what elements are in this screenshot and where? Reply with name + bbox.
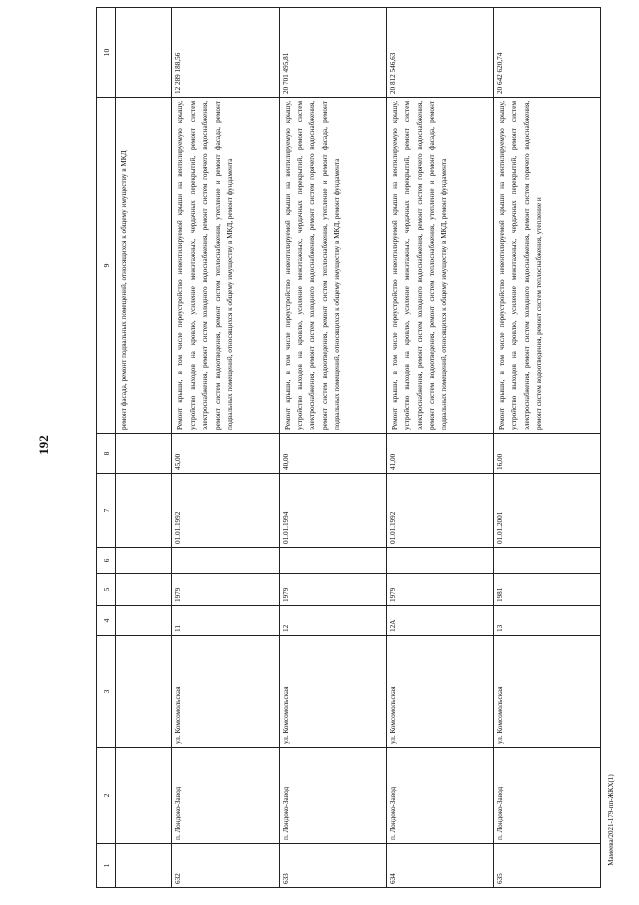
settlement-cell: п. Лондоко-Завод [279, 748, 386, 844]
table-row [493, 8, 600, 888]
continuation-row [116, 8, 172, 888]
works-cell: Ремонт крыши, в том числе переустройство невентилируемой крыши на вентилируемую крышу, устройство выходов на кровлю, усиление межэтажных, чердачных перекрытий, ремонт систем электроснабжения, ремонт систем холодного водоснабжения, ремонт систем горячего водоснабжения, ремонт систем водоотведения, ремонт систем теплоснабжения, утепление и [493, 98, 600, 434]
cost-cell: 20 642 620,74 [493, 8, 600, 98]
col6-cell [279, 548, 386, 574]
settlement-cell: п. Лондоко-Завод [493, 748, 600, 844]
col6-cell [386, 548, 493, 574]
capital-repair-table [96, 7, 601, 888]
wear-cell: 40,00 [279, 434, 386, 474]
wear-cell: 16,00 [493, 434, 600, 474]
cost-cell: 20 812 546,63 [386, 8, 493, 98]
row-number: 632 [172, 844, 279, 888]
document-table-rotated [96, 8, 601, 888]
date-cell: 01.01.1994 [279, 474, 386, 548]
house-cell: 12А [386, 606, 493, 636]
header-cell: 9 [97, 98, 116, 434]
continuation-text: ремонт фасада, ремонт подвальных помещений, относящихся к общему имуществу в МКД [116, 98, 172, 434]
header-row [97, 8, 116, 888]
settlement-cell: п. Лондоко-Завод [172, 748, 279, 844]
row-number: 635 [493, 844, 600, 888]
works-cell: Ремонт крыши, в том числе переустройство невентилируемой крыши на вентилируемую крышу, устройство выходов на кровлю, усиление межэтажных, чердачных перекрытий, ремонт систем электроснабжения, ремонт систем холодного водоснабжения, ремонт систем горячего водоснабжения, ремонт систем водоотведения, ремонт систем теплоснабжения, утепление и ремонт фасада, ремонт подвальных помещений, относящихся к общему имуществу в МКД, ремонт фундамента [386, 98, 493, 434]
header-cell: 5 [97, 574, 116, 606]
header-cell: 1 [97, 844, 116, 888]
page-number: 192 [36, 435, 51, 455]
header-cell: 7 [97, 474, 116, 548]
street-cell: ул. Комсомольская [172, 636, 279, 748]
header-cell: 6 [97, 548, 116, 574]
date-cell: 01.01.1992 [172, 474, 279, 548]
street-cell: ул. Комсомольская [493, 636, 600, 748]
house-cell: 13 [493, 606, 600, 636]
date-cell: 01.01.2001 [493, 474, 600, 548]
date-cell: 01.01.1992 [386, 474, 493, 548]
header-cell: 2 [97, 748, 116, 844]
year-built-cell: 1979 [279, 574, 386, 606]
settlement-cell: п. Лондоко-Завод [386, 748, 493, 844]
row-number: 634 [386, 844, 493, 888]
cost-cell: 12 289 188,56 [172, 8, 279, 98]
header-cell: 8 [97, 434, 116, 474]
street-cell: ул. Комсомольская [279, 636, 386, 748]
header-cell: 10 [97, 8, 116, 98]
header-cell: 3 [97, 636, 116, 748]
header-cell: 4 [97, 606, 116, 636]
table-row [386, 8, 493, 888]
wear-cell: 41,00 [386, 434, 493, 474]
street-cell: ул. Комсомольская [386, 636, 493, 748]
year-built-cell: 1979 [172, 574, 279, 606]
house-cell: 11 [172, 606, 279, 636]
works-cell: Ремонт крыши, в том числе переустройство невентилируемой крыши на вентилируемую крышу, устройство выходов на кровлю, усиление межэтажных, чердачных перекрытий, ремонт систем электроснабжения, ремонт систем холодного водоснабжения, ремонт систем горячего водоснабжения, ремонт систем водоотведения, ремонт систем теплоснабжения, утепление и ремонт фасада, ремонт подвальных помещений, относящихся к общему имуществу в МКД, ремонт фундамента [279, 98, 386, 434]
works-cell: Ремонт крыши, в том числе переустройство невентилируемой крыши на вентилируемую крышу, устройство выходов на кровлю, усиление межэтажных, чердачных перекрытий, ремонт систем электроснабжения, ремонт систем холодного водоснабжения, ремонт систем горячего водоснабжения, ремонт систем водоотведения, ремонт систем теплоснабжения, утепление и ремонт фасада, ремонт подвальных помещений, относящихся к общему имуществу в МКД, ремонт фундамента [172, 98, 279, 434]
year-built-cell: 1979 [386, 574, 493, 606]
wear-cell: 45,00 [172, 434, 279, 474]
col6-cell [493, 548, 600, 574]
house-cell: 12 [279, 606, 386, 636]
table-row [279, 8, 386, 888]
document-code: Мамеева/2021-179-пп-ЖКХ(1) [607, 774, 615, 866]
row-number: 633 [279, 844, 386, 888]
cost-cell: 20 701 495,81 [279, 8, 386, 98]
col6-cell [172, 548, 279, 574]
table-row [172, 8, 279, 888]
year-built-cell: 1981 [493, 574, 600, 606]
